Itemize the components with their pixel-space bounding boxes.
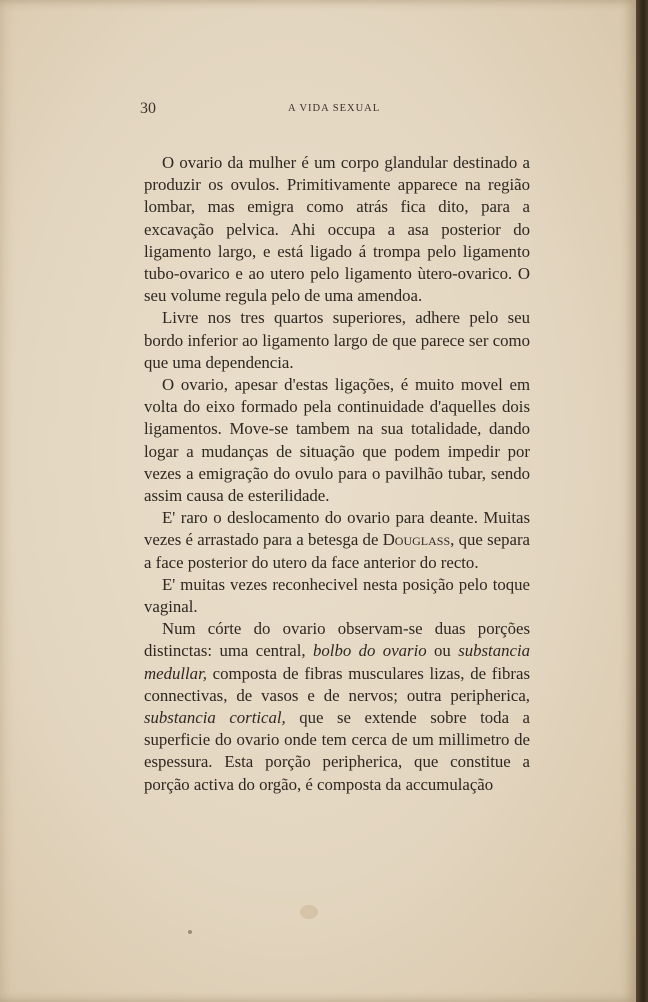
italic-term: substancia medullar, [144, 641, 531, 683]
paragraph-text: Num córte do ovario observam-se duas porções distinctas: uma central, [144, 619, 530, 661]
page-number: 30 [140, 100, 156, 117]
italic-term: bolbo do ovario [313, 641, 427, 661]
author-name: Douglass [382, 530, 451, 550]
paragraph: Livre nos tres quartos superiores, adhere pelo seu bordo inferior ao ligamento largo de que parece ser como que uma dependencia. [144, 308, 530, 372]
paragraph: O ovario da mulher é um corpo glandular destinado a produzir os ovulos. Primitivamente apparece na região lombar, mas emigra como atrás fica dito, para a excavação pelvica. Ahi occupa a asa posterior do ligamento largo, e está ligado á trompa pelo ligamento tubo-ovarico e ao utero pelo ligamento ùtero-ovarico. O seu volume regula pelo de uma amendoa. [144, 153, 530, 306]
italic-term: substancia cortical, [144, 708, 286, 728]
page-header [0, 100, 636, 118]
running-head: A VIDA SEXUAL [288, 103, 381, 114]
paragraph-text: , que separa a face posterior do utero da face anterior do recto. [144, 530, 531, 572]
paragraph-text: E' raro o deslocamento do ovario para deante. Muitas vezes é arrastado para a betesga de [144, 508, 530, 550]
paragraph-text: composta de fibras musculares lizas, de fibras connectivas, de vasos e de nervos; outra peripherica, [144, 663, 530, 705]
paper-stain [188, 930, 192, 934]
paper-stain [300, 905, 318, 919]
paragraph: E' muitas vezes reconhecivel nesta posição pelo toque vaginal. [144, 574, 530, 617]
paragraph: O ovario, apesar d'estas ligações, é muito movel em volta do eixo formado pela continuidade d'aquelles dois ligamentos. Move-se tambem na sua totalidade, dando logar a mudanças de situação que podem impedir por vezes a emigração do ovulo para o pavilhão tubar, sendo assim causa de esterilidade. [144, 375, 530, 506]
book-spine-edge [636, 0, 648, 1002]
paragraph-text: ou [426, 641, 459, 661]
paragraph [144, 507, 530, 574]
body-text [144, 152, 530, 796]
paragraph-text: que se extende sobre toda a superficie do ovario onde tem cerca de um millimetro de espessura. Esta porção peripherica, que constitue a porção activa do orgão, é composta da accumulação [144, 708, 531, 794]
paragraph [144, 618, 530, 796]
